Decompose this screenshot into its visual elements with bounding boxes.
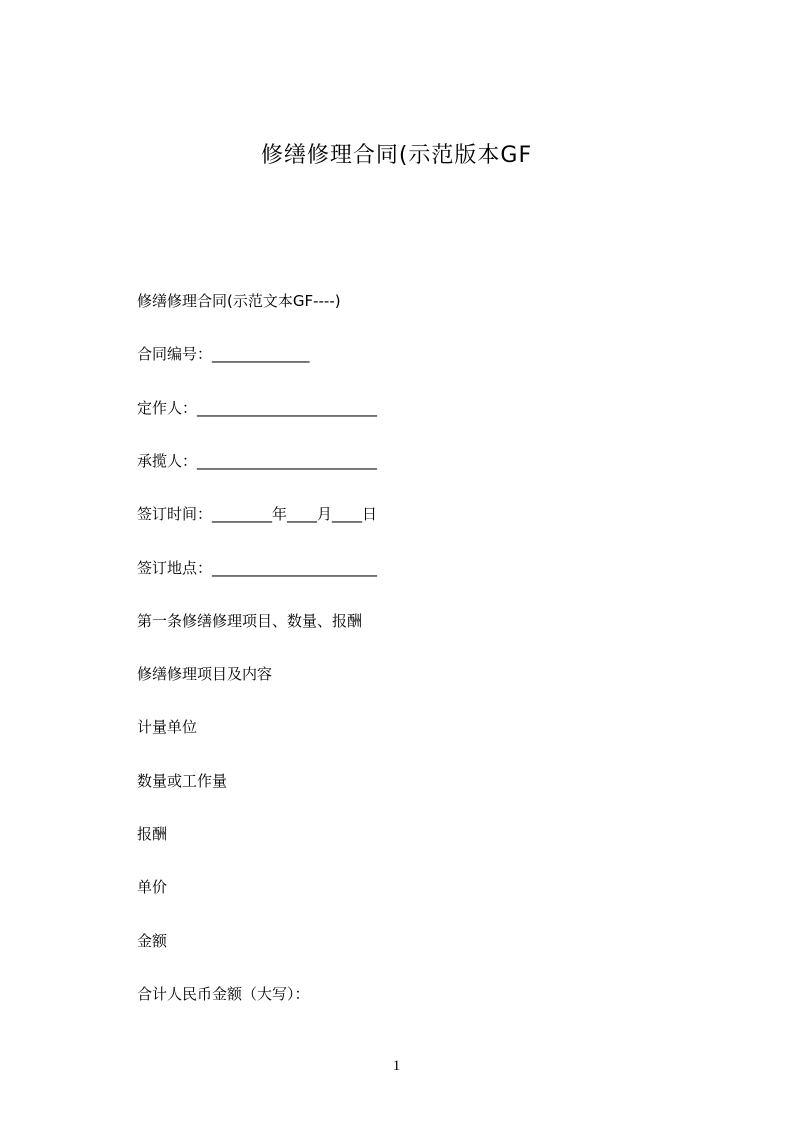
remuneration-label: 报酬	[137, 825, 168, 843]
unit-price-label: 单价	[137, 878, 168, 896]
contract-subtitle: 修缮修理合同(示范文本GF----)	[137, 292, 341, 310]
signing-place-field: 签订地点：______________________	[137, 559, 378, 577]
article-one-heading: 第一条修缮修理项目、数量、报酬	[137, 612, 363, 630]
customer-field: 定作人：________________________	[137, 399, 378, 417]
page-number: 1	[392, 1058, 401, 1074]
document-title: 修缮修理合同(示范版本GF	[260, 143, 533, 168]
unit-label: 计量单位	[137, 718, 198, 736]
contract-number-field: 合同编号：_____________	[137, 345, 310, 363]
total-amount-label: 合计人民币金额（大写）：	[137, 985, 310, 1003]
repair-item-label: 修缮修理项目及内容	[137, 665, 273, 683]
signing-date-field: 签订时间：________年____月____日	[137, 505, 378, 523]
quantity-label: 数量或工作量	[137, 772, 228, 790]
amount-label: 金额	[137, 932, 168, 950]
contractor-field: 承揽人：________________________	[137, 452, 378, 470]
